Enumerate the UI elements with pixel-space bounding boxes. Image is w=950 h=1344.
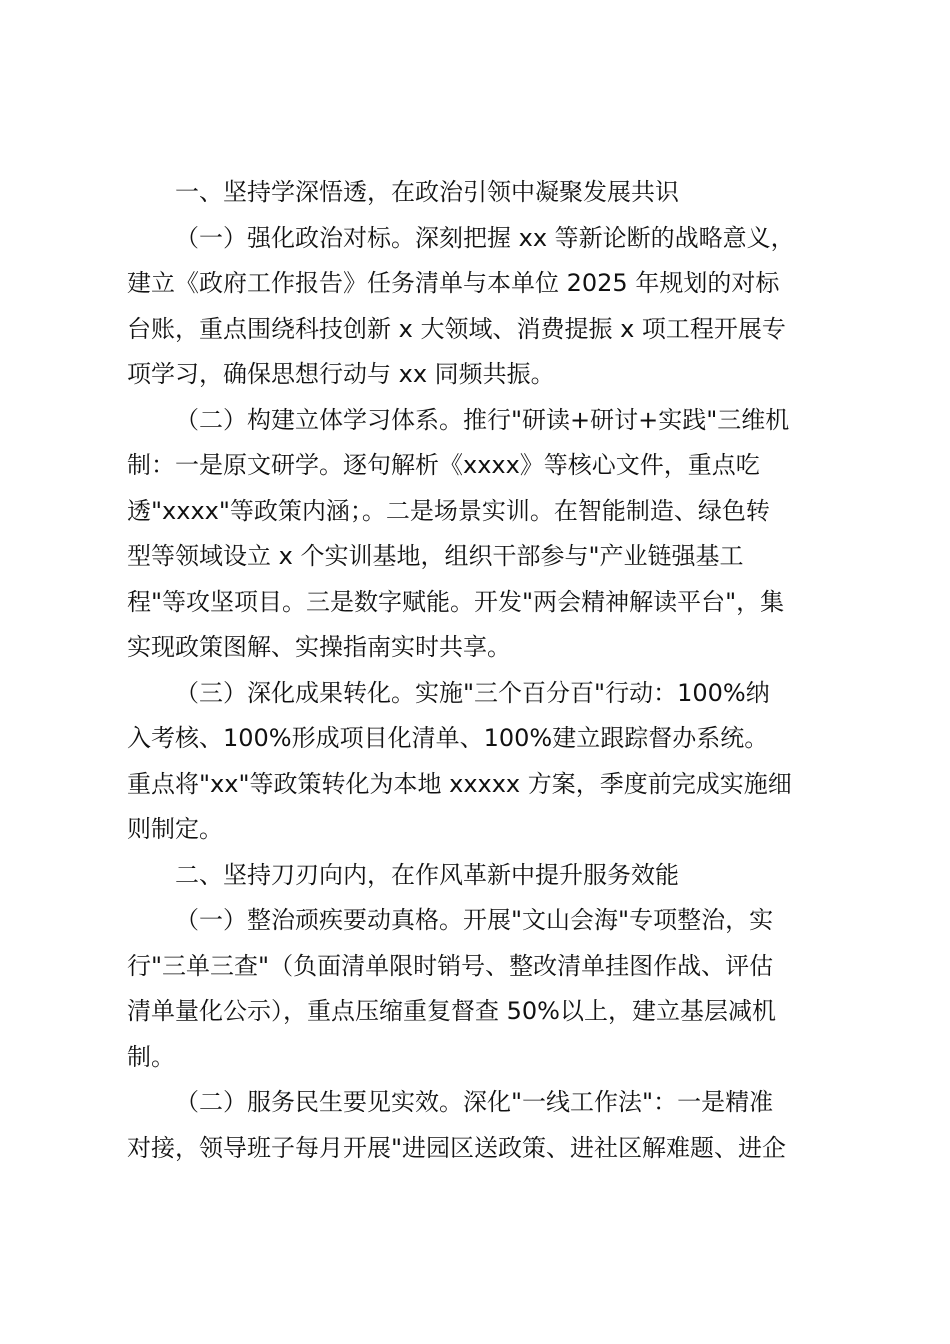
- paragraph-line: 项学习，确保思想行动与 xx 同频共振。: [127, 360, 555, 388]
- paragraph-line: （二）构建立体学习体系。推行"研读+研讨+实践"三维机: [175, 405, 790, 434]
- paragraph-line: 透"xxxx"等政策内涵；。二是场景实训。在智能制造、绿色转: [127, 496, 770, 525]
- section-heading-1: 一、坚持学深悟透，在政治引领中凝聚发展共识: [175, 178, 679, 206]
- paragraph-line: 建立《政府工作报告》任务清单与本单位 2025 年规划的对标: [127, 269, 780, 297]
- paragraph-line: （三）深化成果转化。实施"三个百分百"行动：100%纳: [175, 678, 770, 707]
- paragraph-line: 实现政策图解、实操指南实时共享。: [127, 633, 511, 661]
- paragraph-line: 对接，领导班子每月开展"进园区送政策、进社区解难题、进企: [127, 1133, 787, 1162]
- paragraph-line: 行"三单三查"（负面清单限时销号、整改清单挂图作战、评估: [127, 951, 774, 980]
- paragraph-line: （一）强化政治对标。深刻把握 xx 等新论断的战略意义，: [175, 223, 795, 252]
- paragraph-line: 清单量化公示），重点压缩重复督查 50%以上，建立基层减机: [127, 997, 776, 1025]
- paragraph-line: 制。: [127, 1042, 175, 1071]
- paragraph-line: 重点将"xx"等政策转化为本地 xxxxx 方案，季度前完成实施细: [127, 769, 792, 798]
- paragraph-line: （一）整治顽疾要动真格。开展"文山会海"专项整治，实: [175, 906, 774, 934]
- paragraph-line: （二）服务民生要见实效。深化"一线工作法"：一是精准: [175, 1088, 774, 1116]
- section-heading-2: 二、坚持刀刃向内，在作风革新中提升服务效能: [175, 860, 679, 889]
- paragraph-line: 制：一是原文研学。逐句解析《xxxx》等核心文件，重点吃: [127, 451, 760, 479]
- paragraph-line: 程"等攻坚项目。三是数字赋能。开发"两会精神解读平台"，集: [127, 587, 785, 616]
- document-body: [127, 170, 833, 1171]
- paragraph-line: 台账，重点围绕科技创新 x 大领域、消费提振 x 项工程开展专: [127, 314, 786, 343]
- paragraph-line: 型等领域设立 x 个实训基地，组织干部参与"产业链强基工: [127, 542, 744, 570]
- paragraph-line: 入考核、100%形成项目化清单、100%建立跟踪督办系统。: [127, 724, 769, 752]
- paragraph-line: 则制定。: [127, 815, 223, 843]
